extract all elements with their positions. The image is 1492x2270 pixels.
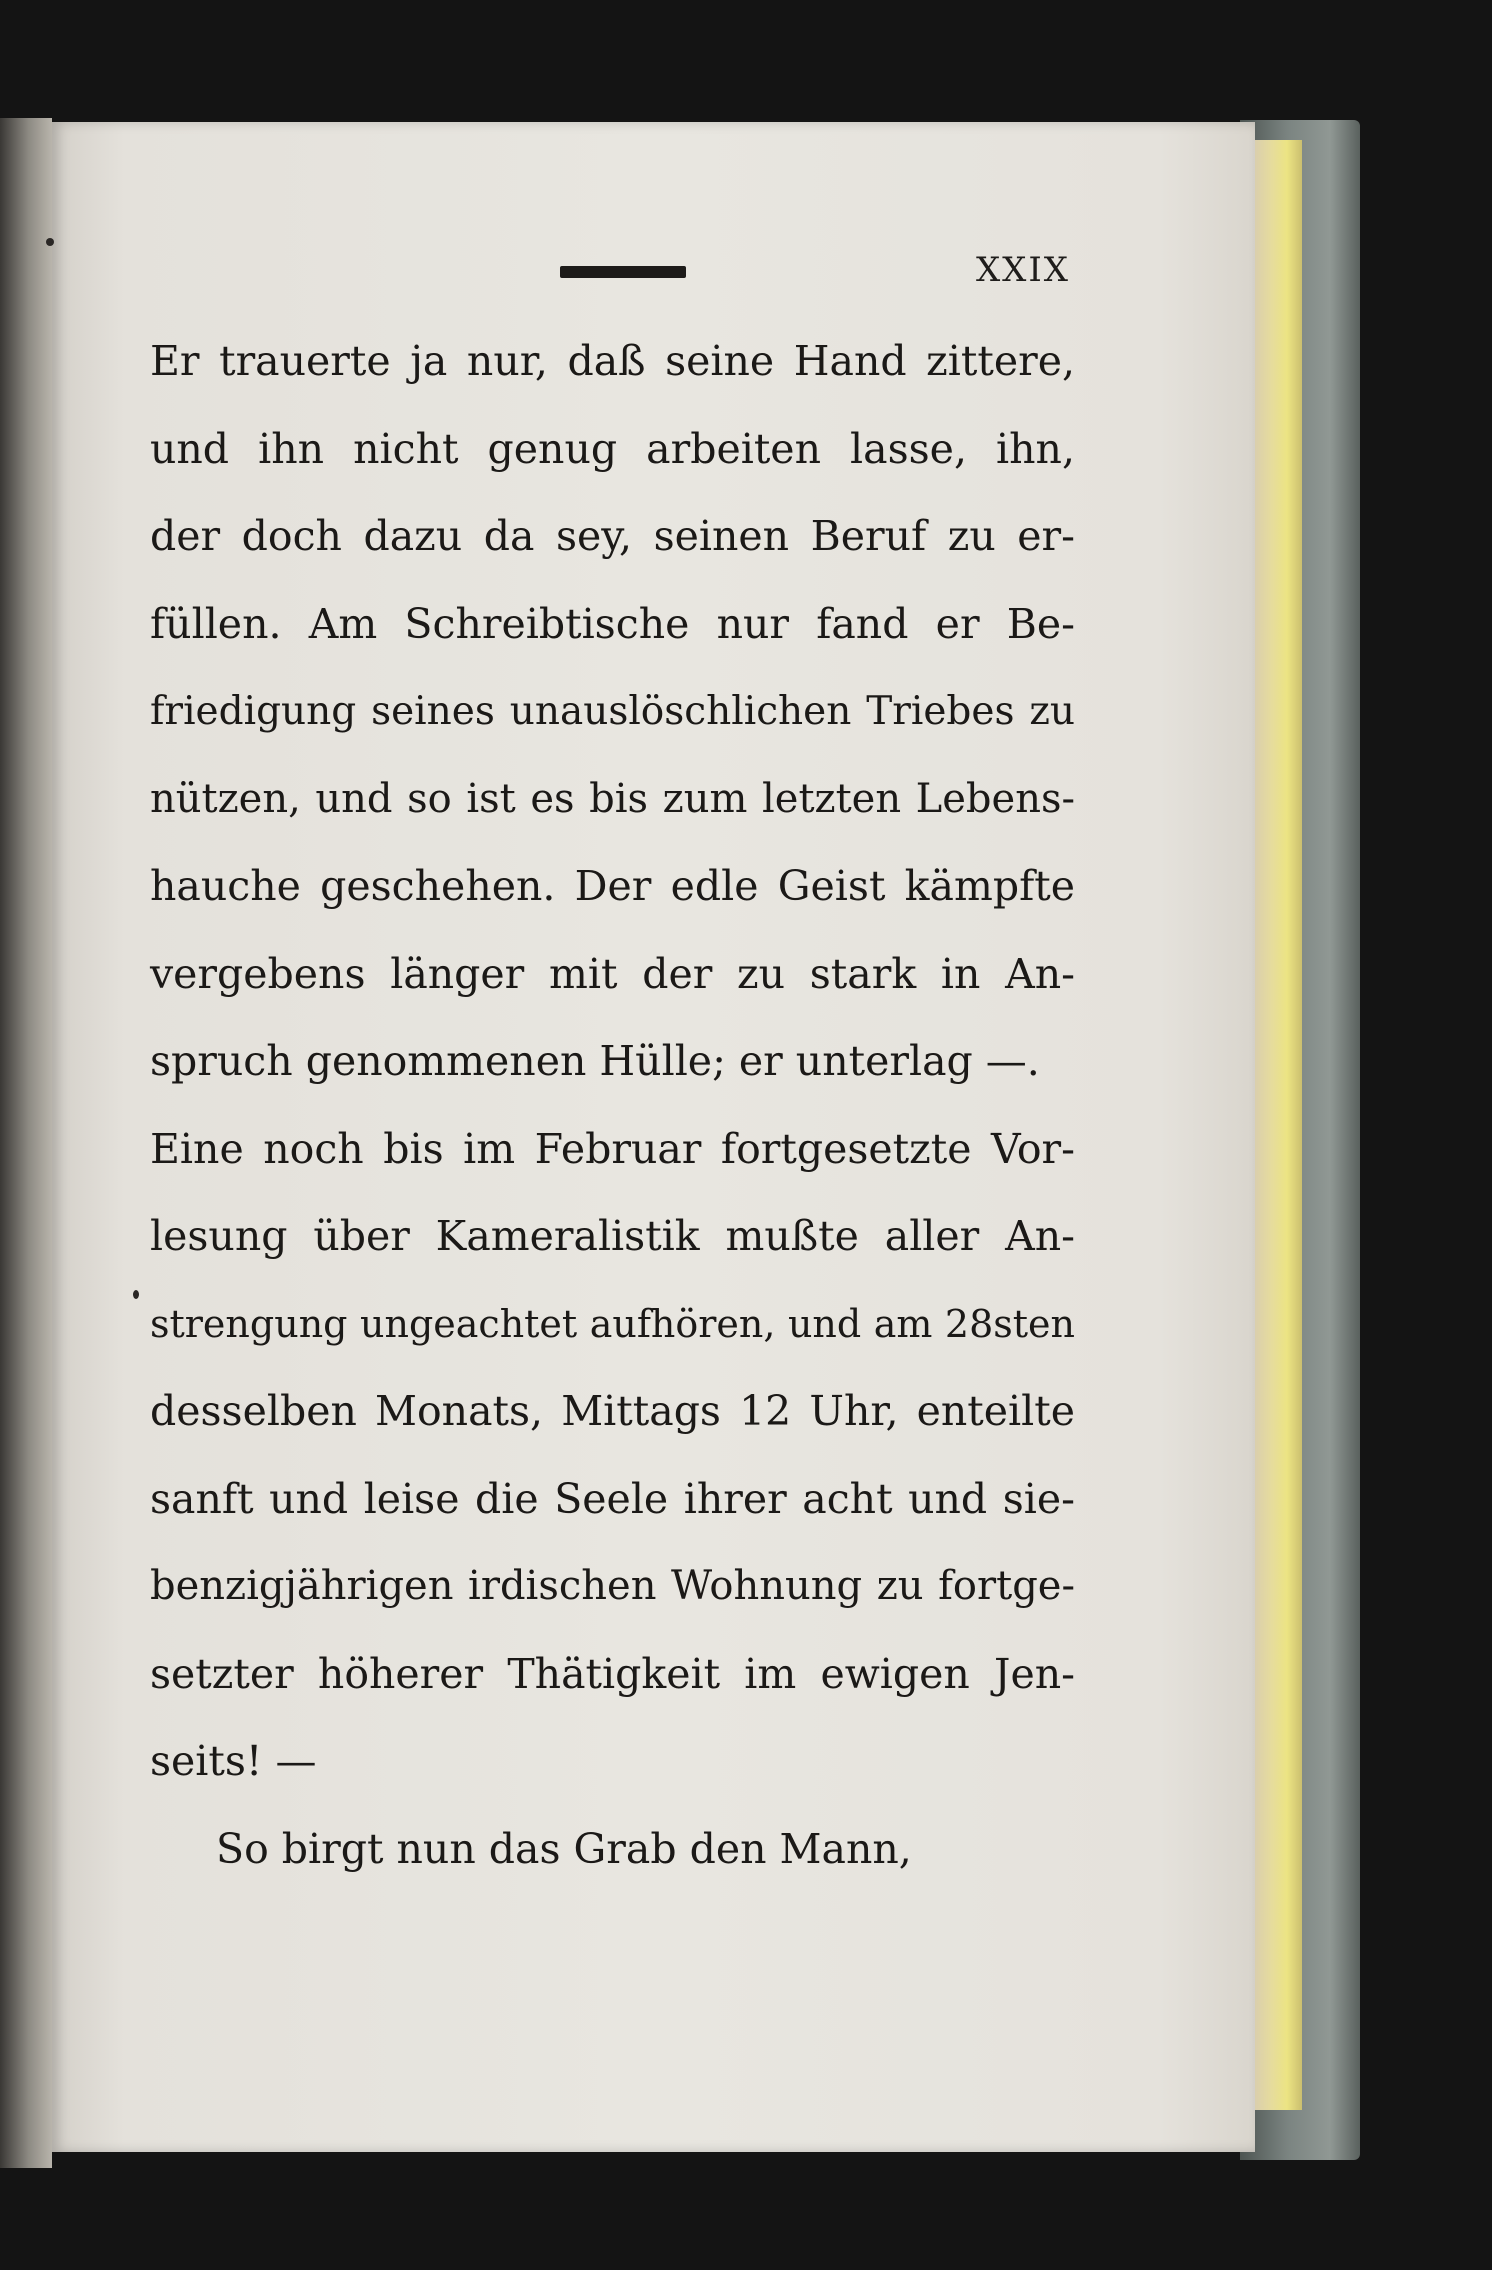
text-line: füllen. Am Schreibtische nur fand er Be- <box>150 599 1075 648</box>
page-number: XXIX <box>975 250 1070 290</box>
header-rule <box>560 266 686 278</box>
paper-speck <box>133 1290 139 1299</box>
text-line: benzigjährigen irdischen Wohnung zu fortge- <box>150 1563 1075 1609</box>
text-line: vergebens länger mit der zu stark in An- <box>150 949 1075 998</box>
text-line: strengung ungeachtet aufhören, und am 28sten <box>150 1301 1075 1346</box>
page-block-edge <box>1252 140 1302 2110</box>
text-line: nützen, und so ist es bis zum letzten Lebens- <box>150 775 1075 822</box>
facing-page-edge <box>0 118 52 2168</box>
running-head <box>560 250 1070 298</box>
text-line: spruch genommenen Hülle; er unterlag —. <box>150 1037 1040 1085</box>
text-line: desselben Monats, Mittags 12 Uhr, enteilte <box>150 1387 1075 1435</box>
text-line: und ihn nicht genug arbeiten lasse, ihn, <box>150 424 1075 473</box>
text-line: hauche geschehen. Der edle Geist kämpfte <box>150 862 1075 910</box>
text-line: Er trauerte ja nur, daß seine Hand zittere, <box>150 337 1075 385</box>
text-line: der doch dazu da sey, seinen Beruf zu er- <box>150 512 1075 560</box>
text-line: lesung über Kameralistik mußte aller An- <box>150 1212 1075 1260</box>
text-line: Eine noch bis im Februar fortgesetzte Vor- <box>150 1124 1075 1173</box>
text-line-final: So birgt nun das Grab den Mann, <box>216 1824 912 1873</box>
text-line: setzter höherer Thätigkeit im ewigen Jen- <box>150 1649 1075 1698</box>
text-line: friedigung seines unauslöschlichen Triebes zu <box>150 689 1075 734</box>
body-text <box>150 318 1075 1893</box>
text-line: seits! — <box>150 1737 317 1785</box>
paper-speck <box>46 238 54 246</box>
text-line: sanft und leise die Seele ihrer acht und sie- <box>150 1474 1075 1523</box>
